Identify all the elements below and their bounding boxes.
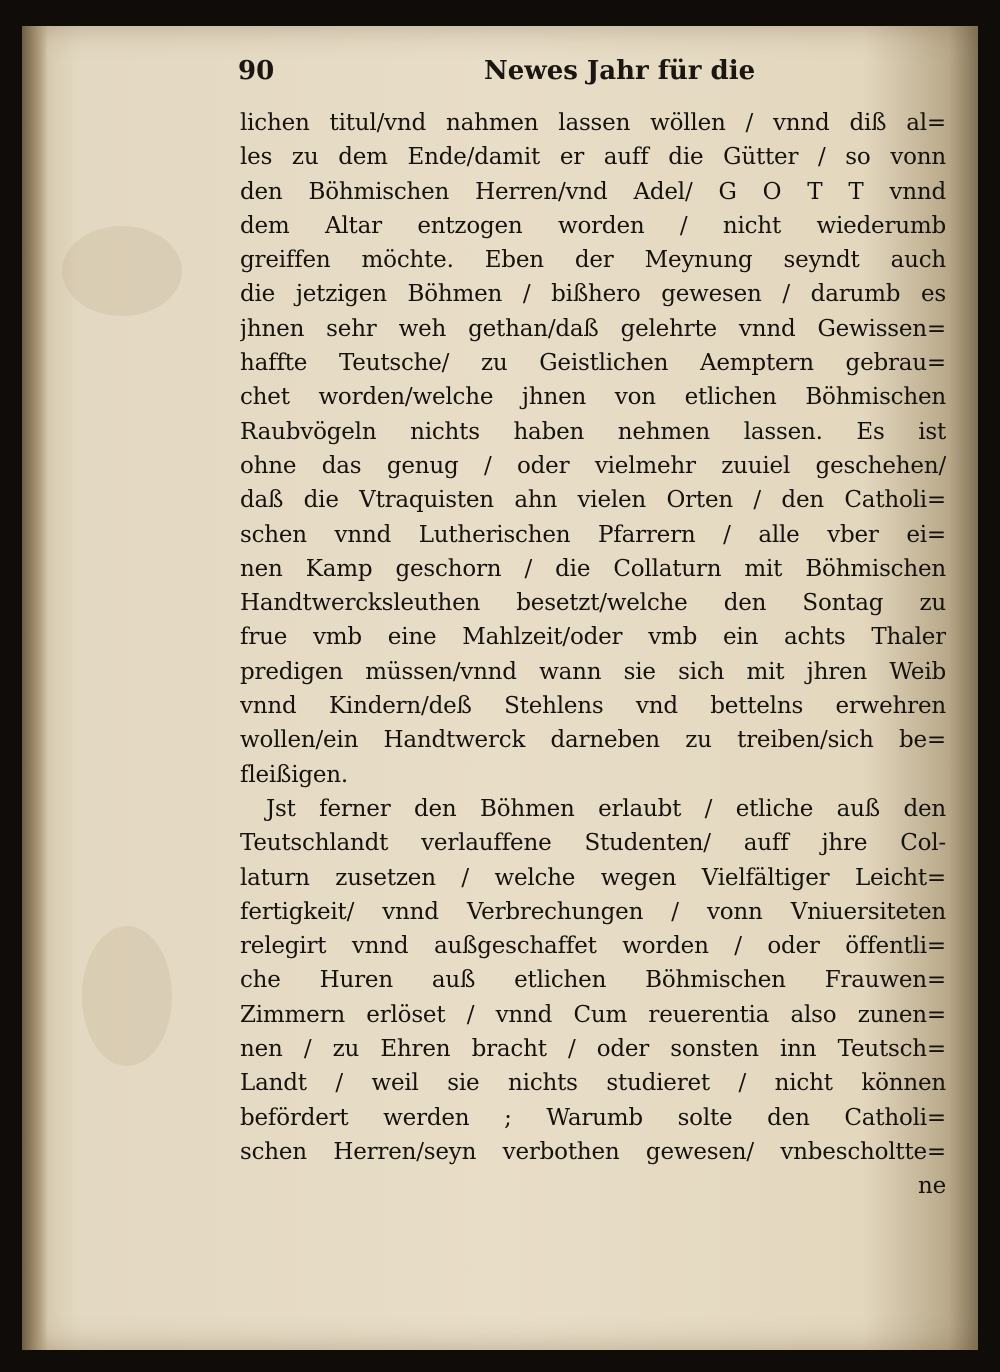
text-line: fleißigen. (240, 761, 349, 788)
body-text (240, 106, 946, 1204)
page-header (238, 50, 758, 90)
text-line: Landt / weil sie nichts studieret / nicht können (240, 1070, 946, 1097)
paragraph-1 (240, 106, 946, 792)
text-line: laturn zusetzen / welche wegen Vielfältiger Leicht= (240, 864, 946, 891)
text-line: lichen titul/vnd nahmen lassen wöllen / vnnd diß al= (240, 110, 946, 136)
text-line: haffte Teutsche/ zu Geistlichen Aemptern gebrau= (240, 350, 946, 377)
text-line: che Huren auß etlichen Böhmischen Frauwen= (240, 967, 946, 994)
text-line: schen vnnd Lutherischen Pfarrern / alle vber ei= (240, 521, 946, 548)
text-line: den Böhmischen Herren/vnd Adel/ G O T T vnnd (240, 178, 946, 205)
text-line: vnnd Kindern/deß Stehlens vnd bettelns erwehren (240, 693, 946, 720)
text-line: daß die Vtraquisten ahn vielen Orten / den Catholi= (240, 487, 946, 514)
text-line: les zu dem Ende/damit er auff die Gütter / so vonn (240, 144, 946, 171)
text-line: Zimmern erlöset / vnnd Cum reuerentia also zunen= (240, 1001, 946, 1028)
text-line: die jetzigen Böhmen / bißhero gewesen / darumb es (240, 281, 946, 308)
book-page (22, 26, 978, 1350)
text-line: dem Altar entzogen worden / nicht wiederumb (240, 212, 946, 239)
text-line: jhnen sehr weh gethan/daß gelehrte vnnd Gewissen= (240, 315, 946, 342)
text-line: Handtwercksleuthen besetzt/welche den Sontag zu (240, 590, 946, 617)
text-line: schen Herren/seyn verbothen gewesen/ vnbescholtte= (240, 1138, 946, 1165)
text-line: relegirt vnnd außgeschaffet worden / oder öffentli= (240, 933, 946, 960)
text-line: nen / zu Ehren bracht / oder sonsten inn Teutsch= (240, 1036, 946, 1063)
page-number: 90 (238, 56, 275, 86)
paper-stain (82, 926, 172, 1066)
text-line: ohne das genug / oder vielmehr zuuiel geschehen/ (240, 452, 946, 479)
text-line: Raubvögeln nichts haben nehmen lassen. Es ist (240, 418, 946, 445)
text-line: nen Kamp geschorn / die Collaturn mit Böhmischen (240, 555, 946, 582)
text-line: frue vmb eine Mahlzeit/oder vmb ein achts Thaler (240, 624, 946, 651)
paragraph-2 (240, 792, 946, 1169)
text-line: fertigkeit/ vnnd Verbrechungen / vonn Vniuersiteten (240, 898, 946, 925)
paper-stain (62, 226, 182, 316)
text-line: greiffen möchte. Eben der Meynung seyndt auch (240, 247, 946, 274)
text-line: befördert werden ; Warumb solte den Catholi= (240, 1104, 946, 1131)
running-head: Newes Jahr für die (484, 56, 756, 86)
catchword: ne (917, 1173, 946, 1200)
text-line: Jst ferner den Böhmen erlaubt / etliche auß den (266, 795, 946, 822)
text-line: chet worden/welche jhnen von etlichen Böhmischen (240, 384, 946, 411)
text-line: wollen/ein Handtwerck darneben zu treiben/sich be= (240, 727, 946, 754)
page-gutter (22, 26, 48, 1350)
text-line: Teutschlandt verlauffene Studenten/ auff jhre Col- (240, 830, 946, 857)
text-line: predigen müssen/vnnd wann sie sich mit jhren Weib (240, 658, 946, 685)
